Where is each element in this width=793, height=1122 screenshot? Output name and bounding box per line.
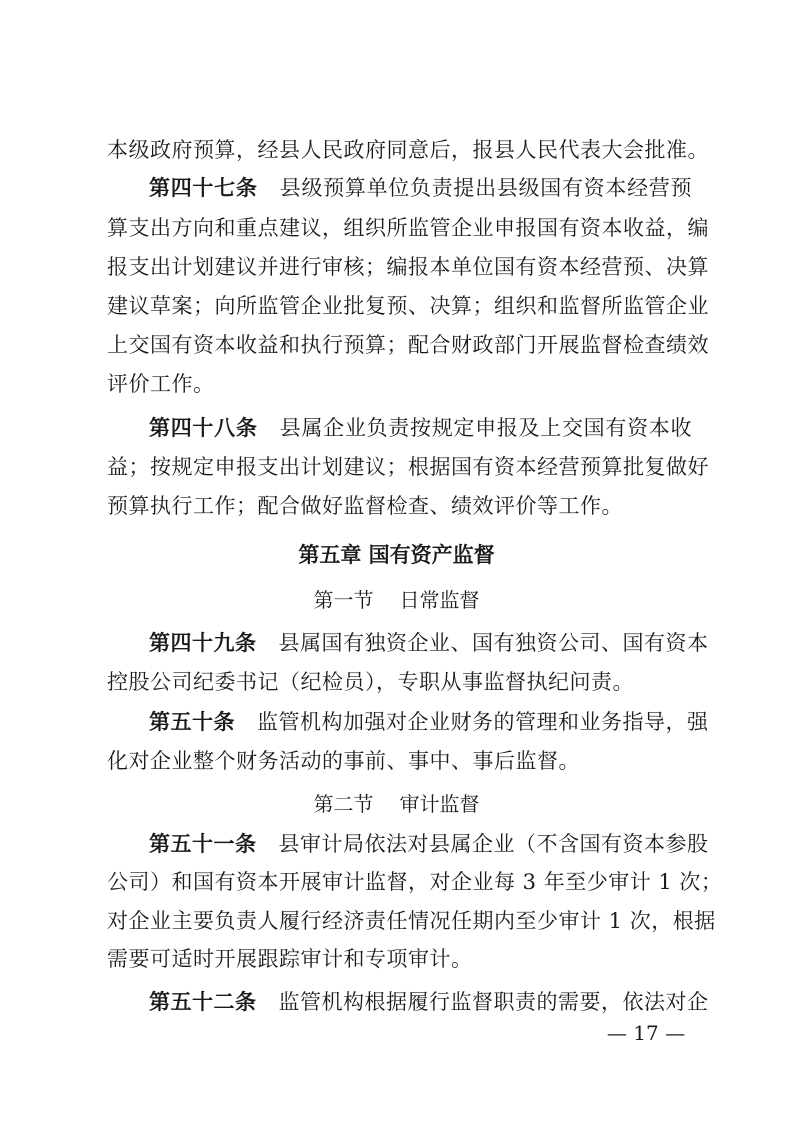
section-heading bbox=[0, 582, 793, 618]
article-49-line-1 bbox=[149, 625, 709, 661]
article-51-line-1 bbox=[149, 826, 709, 862]
section-number: 第二节 bbox=[313, 792, 374, 816]
article-48-line-1 bbox=[149, 410, 692, 446]
paragraph-line: 控股公司纪委书记（纪检员），专职从事监督执纪问责。 bbox=[107, 670, 634, 694]
article-text: 监管机构根据履行监督职责的需要，依法对企 bbox=[278, 990, 709, 1014]
article-number: 第五十二条 bbox=[149, 990, 257, 1014]
article-text: 县级预算单位负责提出县级国有资本经营预 bbox=[279, 176, 693, 200]
article-text: 县审计局依法对县属企业（不含国有资本参股 bbox=[278, 832, 709, 856]
article-text: 监管机构加强对企业财务的管理和业务指导，强 bbox=[257, 710, 709, 734]
paragraph-line: 化对企业整个财务活动的事前、事中、事后监督。 bbox=[107, 749, 580, 773]
section-heading bbox=[0, 786, 793, 822]
article-50-line-1 bbox=[149, 704, 709, 740]
paragraph-line: 需要可适时开展跟踪审计和专项审计。 bbox=[107, 947, 473, 971]
page-number: — 17 — bbox=[606, 1021, 686, 1045]
article-text: 县属国有独资企业、国有独资公司、国有资本 bbox=[278, 631, 709, 655]
article-47-line-1 bbox=[149, 170, 692, 206]
section-title: 日常监督 bbox=[399, 588, 480, 612]
paragraph-line: 算支出方向和重点建议，组织所监管企业申报国有资本收益，编 bbox=[107, 216, 709, 240]
section-number: 第一节 bbox=[313, 588, 374, 612]
paragraph-line: 报支出计划建议并进行审核；编报本单位国有资本经营预、决算 bbox=[107, 255, 709, 279]
paragraph-line: 预算执行工作；配合做好监督检查、绩效评价等工作。 bbox=[107, 494, 623, 518]
article-number: 第四十七条 bbox=[149, 176, 258, 200]
paragraph-line: 上交国有资本收益和执行预算；配合财政部门开展监督检查绩效 bbox=[107, 333, 709, 357]
paragraph-line: 公司）和国有资本开展审计监督，对企业每 3 年至少审计 1 次； bbox=[107, 870, 723, 894]
article-number: 第五十一条 bbox=[149, 832, 257, 856]
paragraph-line: 本级政府预算，经县人民政府同意后，报县人民代表大会批准。 bbox=[107, 138, 709, 162]
paragraph-line: 对企业主要负责人履行经济责任情况任期内至少审计 1 次，根据 bbox=[107, 909, 716, 933]
article-text: 县属企业负责按规定申报及上交国有资本收 bbox=[279, 416, 693, 440]
article-52-line-1 bbox=[149, 984, 709, 1020]
paragraph-line: 益；按规定申报支出计划建议；根据国有资本经营预算批复做好 bbox=[107, 455, 709, 479]
article-number: 第四十九条 bbox=[149, 631, 257, 655]
paragraph-line: 评价工作。 bbox=[107, 372, 215, 396]
article-number: 第四十八条 bbox=[149, 416, 258, 440]
paragraph-line: 建议草案；向所监管企业批复预、决算；组织和监督所监管企业 bbox=[107, 294, 709, 318]
chapter-heading: 第五章 国有资产监督 bbox=[298, 543, 495, 567]
section-title: 审计监督 bbox=[399, 792, 480, 816]
article-number: 第五十条 bbox=[149, 710, 235, 734]
